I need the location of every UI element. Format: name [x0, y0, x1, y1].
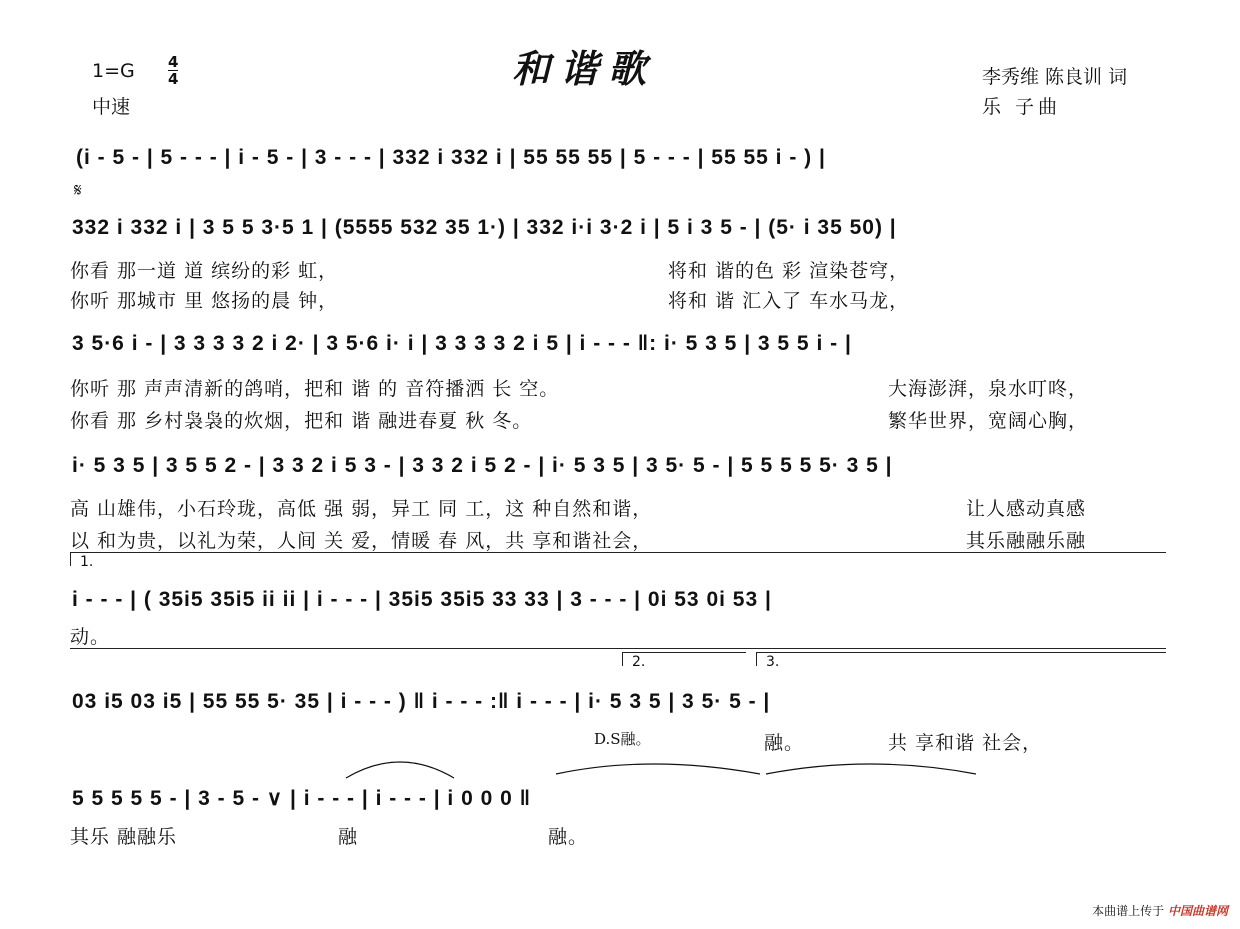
- score-row-3: 3 5·6 i - | 3 3 3 3 2 i 2· | 3 5·6 i· i | 3 3 3 3 2 i 5 | i - - - ‖: i· 5 3 5 | 3 5 5 i - |: [72, 332, 852, 355]
- tempo-marking: 中速: [92, 96, 131, 118]
- lyrics-row-6-b: 共 享和谐 社会，: [888, 732, 1043, 754]
- volta-2-edge: [622, 652, 623, 666]
- lyrics-row-7-a: 其乐 融融乐: [70, 826, 178, 848]
- lyrics-row-3-verse-2: 你看 那 乡村袅袅的炊烟，把和 谐 融进春夏 秋 冬。: [70, 410, 533, 432]
- score-row-5: i - - - | ( 35i5 35i5 ii ii | i - - - | 35i5 35i5 33 33 | 3 - - - | 0i 53 0i 53 |: [72, 588, 772, 611]
- score-row-1: (i - 5 - | 5 - - - | i - 5 - | 3 - - - | 332 i 332 i | 55 55 55 | 5 - - - | 55 55 i - ) |: [76, 146, 826, 169]
- lyrics-row-4-verse-1b: 让人感动真感: [966, 498, 1087, 520]
- row-5-divider: [70, 648, 1166, 649]
- volta-2-bracket: [622, 652, 746, 653]
- slur-1: [346, 762, 454, 778]
- time-signature: [168, 54, 178, 87]
- score-row-2: 332 i 332 i | 3 5 5 3·5 1 | (5555 532 35 1·) | 332 i·i 3·2 i | 5 i 3 5 - | (5· i 35 50) |: [72, 216, 897, 239]
- lyrics-row-4-verse-2: 以 和为贵，以礼为荣，人间 关 爱，情暖 春 风，共 享和谐社会，: [70, 530, 653, 552]
- song-title: 和谐歌: [512, 46, 657, 91]
- volta-1-label: 1.: [80, 554, 94, 570]
- lyricist: 李秀维 陈良训 词: [982, 66, 1128, 88]
- lyrics-row-3-verse-1b: 大海澎湃，泉水叮咚，: [888, 378, 1089, 400]
- upload-label: 本曲谱上传于: [1092, 904, 1165, 918]
- score-row-4: i· 5 3 5 | 3 5 5 2 - | 3 3 2 i 5 3 - | 3 3 2 i 5 2 - | i· 5 3 5 | 3 5· 5 - | 5 5 5 5 5· 3 5 |: [72, 454, 893, 477]
- volta-1-bracket: [70, 552, 1166, 553]
- lyrics-row-7-c: 融。: [548, 826, 589, 848]
- lyrics-row-2-verse-1: 你看 那一道 道 缤纷的彩 虹，: [70, 260, 339, 282]
- lyrics-row-6-a: 融。: [764, 732, 805, 754]
- lyrics-row-2-verse-2b: 将和 谐 汇入了 车水马龙，: [668, 290, 910, 312]
- lyrics-row-2-verse-2: 你听 那城市 里 悠扬的晨 钟，: [70, 290, 339, 312]
- lyrics-row-3-verse-1: 你听 那 声声清新的鸽哨，把和 谐 的 音符播洒 长 空。: [70, 378, 560, 400]
- lyrics-row-3-verse-2b: 繁华世界，宽阔心胸，: [888, 410, 1089, 432]
- volta-3-bracket: [756, 652, 1166, 653]
- lyrics-row-2-verse-1b: 将和 谐的色 彩 渲染苍穹，: [668, 260, 910, 282]
- volta-2-label: 2.: [632, 654, 646, 670]
- key-signature: 1=G: [92, 60, 135, 82]
- time-top: 4: [168, 53, 179, 71]
- volta-1-edge: [70, 552, 71, 566]
- lyrics-row-4-verse-2b: 其乐融融乐融: [966, 530, 1087, 552]
- site-logo-text[interactable]: 中国曲谱网: [1167, 904, 1228, 918]
- dal-segno-lyric: D.S融。: [594, 730, 651, 748]
- composer: 乐 子曲: [982, 96, 1062, 118]
- slur-2: [556, 764, 760, 774]
- volta-3-label: 3.: [766, 654, 780, 670]
- lyrics-row-4-verse-1: 高 山雄伟，小石玲珑，高低 强 弱，异工 同 工，这 种自然和谐，: [70, 498, 653, 520]
- time-bottom: 4: [168, 70, 179, 88]
- segno-sign: 𝄋: [74, 180, 82, 201]
- phrase-slurs: [330, 740, 1150, 790]
- lyrics-row-7-b: 融: [338, 826, 359, 848]
- lyrics-row-5: 动。: [70, 626, 111, 648]
- score-row-6: 03 i5 03 i5 | 55 55 5· 35 | i - - - ) ‖ i - - - :‖ i - - - | i· 5 3 5 | 3 5· 5 - |: [72, 690, 771, 713]
- upload-credit: [1092, 902, 1228, 919]
- slur-3: [766, 764, 976, 774]
- volta-3-edge: [756, 652, 757, 666]
- score-row-7: 5 5 5 5 5 - | 3 - 5 - ∨ | i - - - | i - - - | i 0 0 0 ‖: [72, 787, 532, 810]
